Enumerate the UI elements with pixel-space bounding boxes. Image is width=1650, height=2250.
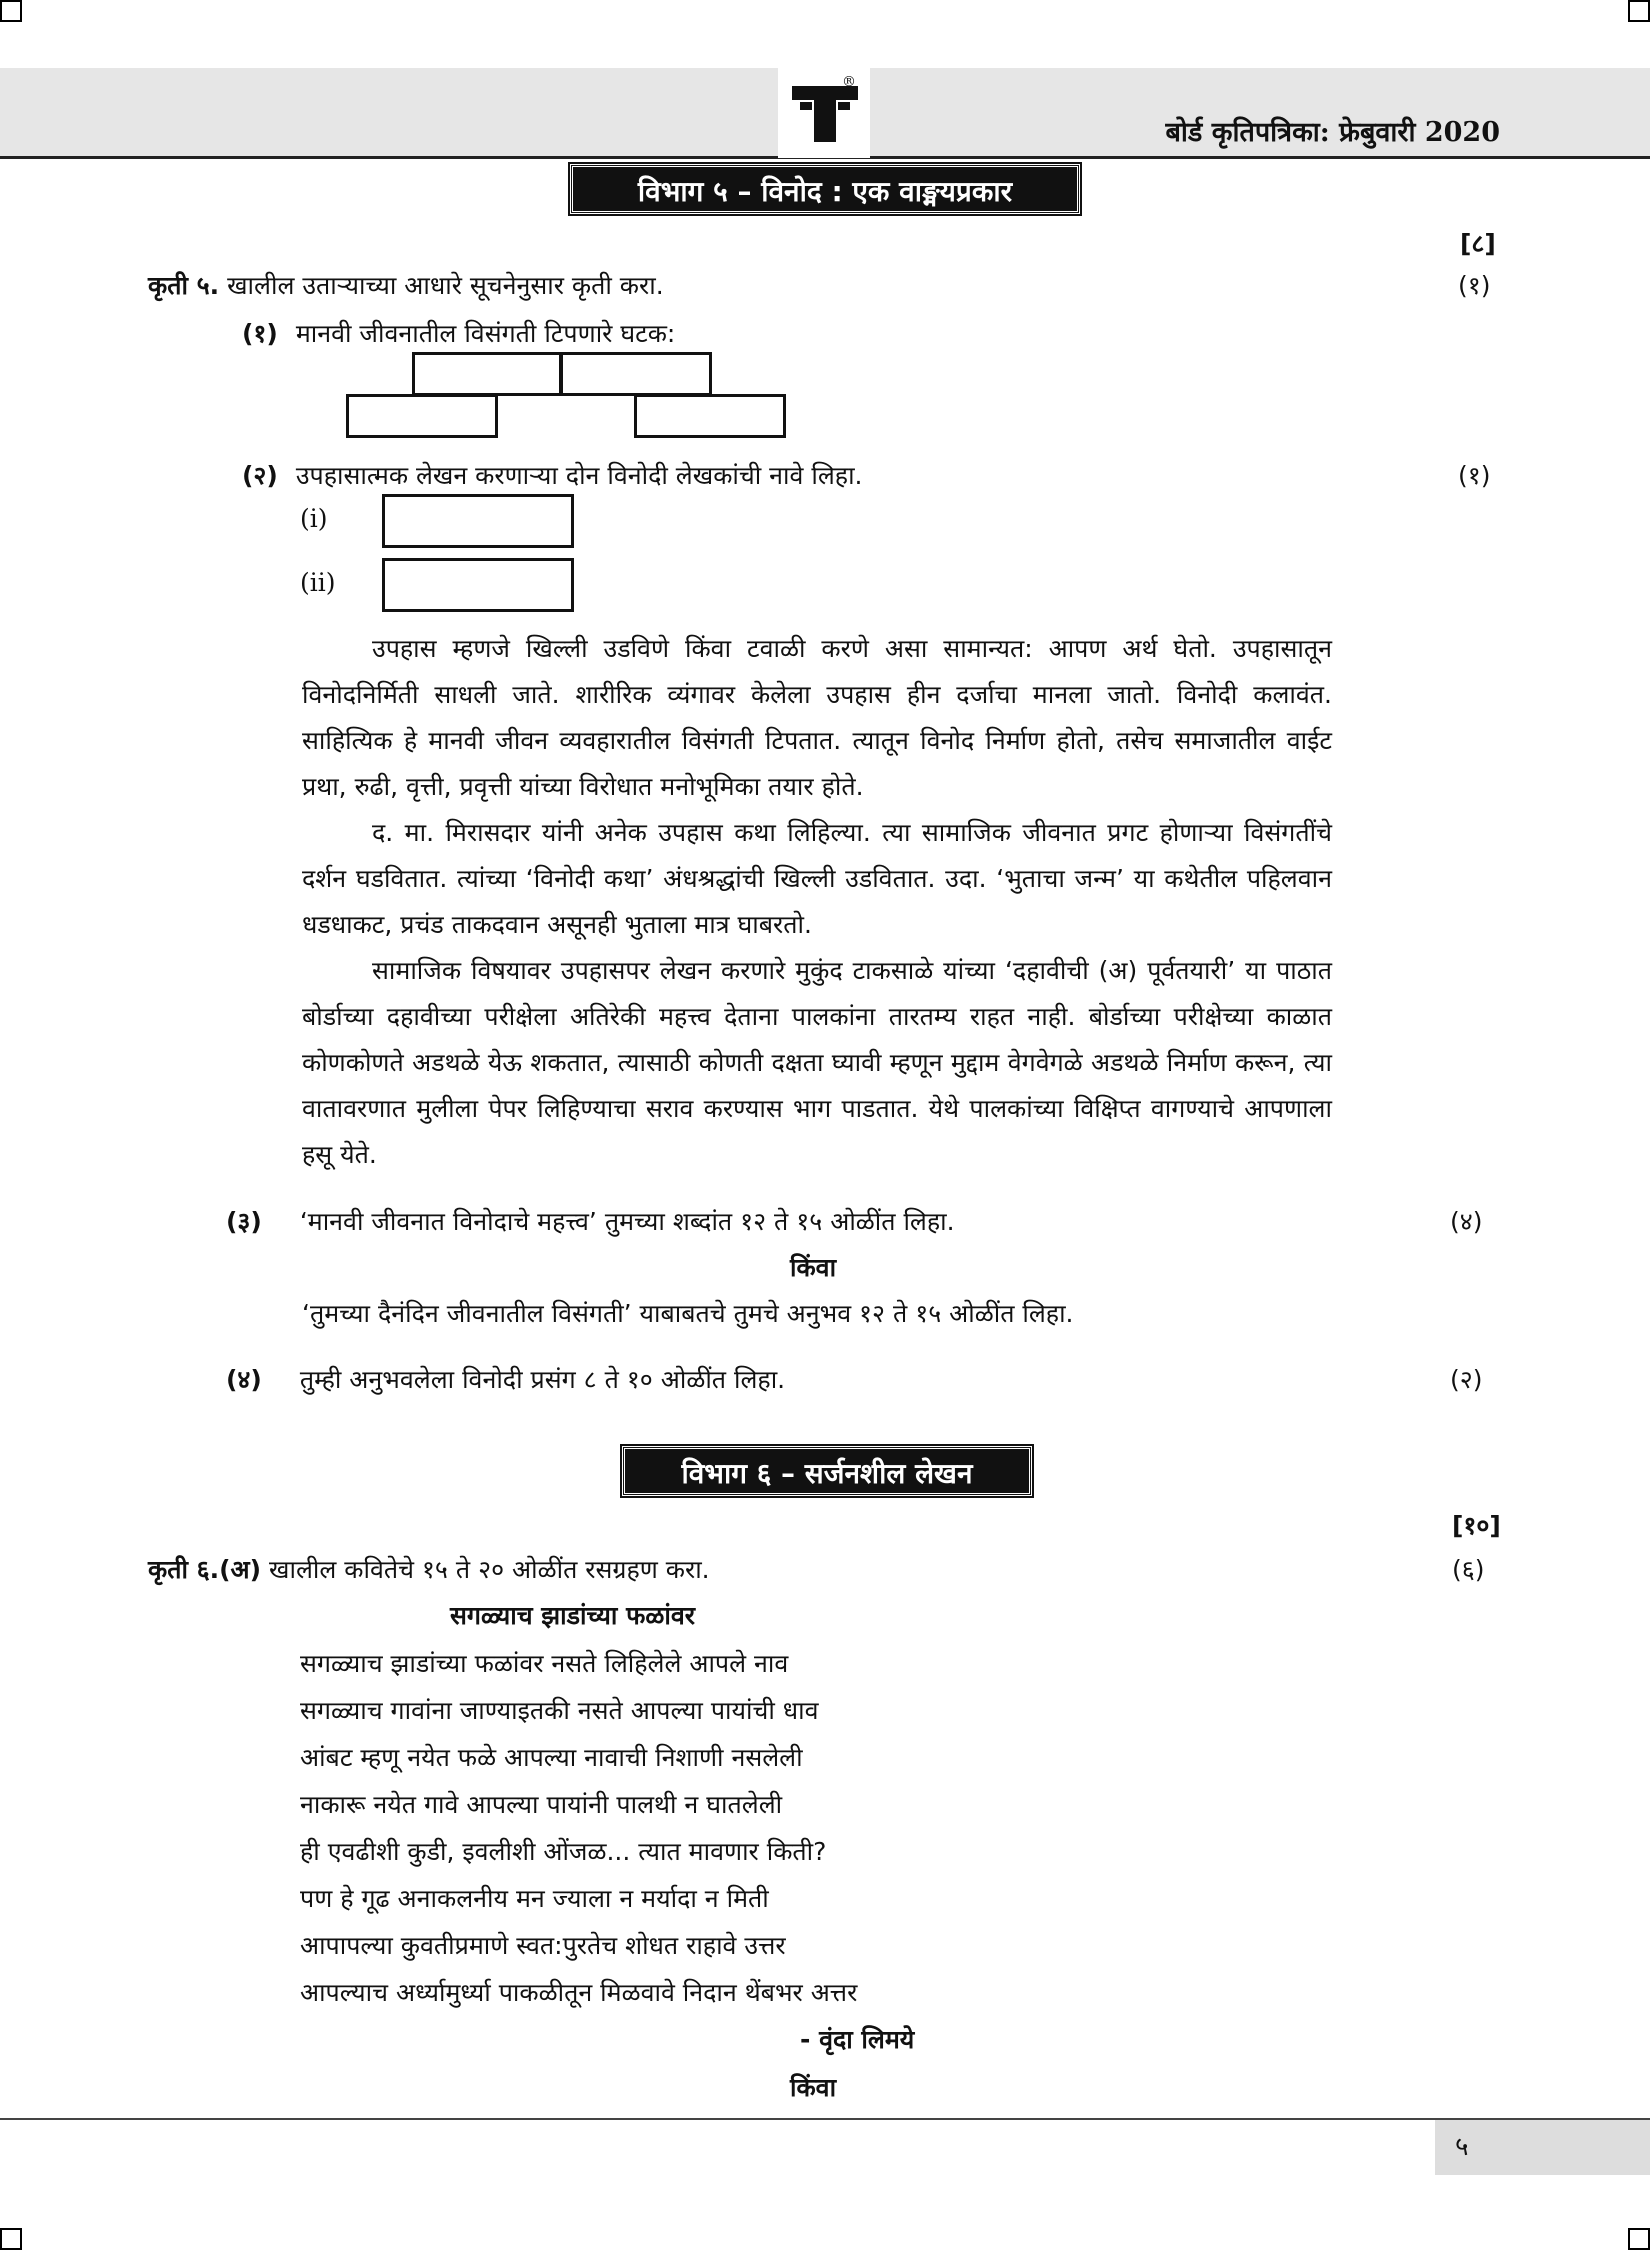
header-title: बोर्ड कृतिपत्रिका: फ्रेबुवारी 2020 <box>1165 117 1500 148</box>
passage-paragraph-1: उपहास म्हणजे खिल्ली उडविणे किंवा टवाळी करणे असा सामान्यत: आपण अर्थ घेतो. उपहासातून विनोदनिर्मिती साधली जाते. शारीरिक व्यंगावर केलेला उपहास हीन दर्जाचा मानला जातो. विनोदी कलावंत. साहित्यिक हे मानवी जीवन व्यवहारातील विसंगती टिपतात. त्यातून विनोद निर्माण होतो, तसेच समाजातील वाईट प्रथा, रुढी, वृत्ती, प्रवृत्ती यांच्या विरोधात मनोभूमिका तयार होते. <box>302 634 1332 801</box>
answer-box-i[interactable] <box>382 494 574 548</box>
q2-number: (२) <box>242 461 278 490</box>
q3-or-label: किंवा <box>790 1253 837 1282</box>
poem <box>300 1640 857 2016</box>
crop-mark-top-right <box>1628 0 1650 22</box>
poem-line-8: आपल्याच अर्ध्यामुर्ध्या पाकळीतून मिळवावे निदान थेंबभर अत्तर <box>300 1978 858 2007</box>
answer-box-bottom-right[interactable] <box>634 394 786 438</box>
poem-line-4: नाकारू नयेत गावे आपल्या पायांनी पालथी न घातलेली <box>300 1790 783 1819</box>
q4-marks: (२) <box>1450 1365 1483 1394</box>
poem-line-5: ही एवढीशी कुडी, इवलीशी ओंजळ... त्यात मावणार किती? <box>300 1837 827 1866</box>
q3-text: ‘मानवी जीवनात विनोदाचे महत्त्व’ तुमच्या शब्दांत १२ ते १५ ओळींत लिहा. <box>299 1207 955 1236</box>
q1-text: मानवी जीवनातील विसंगती टिपणारे घटक: <box>295 319 676 348</box>
poem-title: सगळ्याच झाडांच्या फळांवर <box>450 1601 695 1630</box>
q2-line <box>242 458 863 492</box>
kruti5-instruction: खालील उताऱ्याच्या आधारे सूचनेनुसार कृती करा. <box>227 271 664 300</box>
passage-paragraph-3: सामाजिक विषयावर उपहासपर लेखन करणारे मुकुंद टाकसाळे यांच्या ‘दहावीची (अ) पूर्वतयारी’ या पाठात बोर्डाच्या दहावीच्या परीक्षेला अतिरेकी महत्त्व देताना पालकांना तारतम्य राहत नाही. बोर्डाच्या परीक्षेच्या काळात कोणकोणते अडथळे येऊ शकतात, त्यासाठी कोणती दक्षता घ्यावी म्हणून मुद्दाम वेगवेगळे अडथळे निर्माण करून, त्या वातावरणात मुलीला पेपर लिहिण्याचा सराव करण्यास भाग पाडतात. येथे पालकांच्या विक्षिप्त वागण्याचे आपणाला हसू येते. <box>302 956 1332 1169</box>
crop-mark-top-left <box>0 0 22 22</box>
poet-name: - वृंदा लिमये <box>800 2025 915 2054</box>
poem-line-7: आपापल्या कुवतीप्रमाणे स्वत:पुरतेच शोधत राहावे उत्तर <box>300 1931 786 1960</box>
crop-mark-bottom-right <box>1628 2228 1650 2250</box>
crop-mark-bottom-left <box>0 2228 22 2250</box>
registered-mark: ® <box>842 74 856 90</box>
answer-box-top-right[interactable] <box>560 352 712 396</box>
q2-ii-label: (ii) <box>300 568 336 597</box>
answer-box-ii[interactable] <box>382 558 574 612</box>
q2-i-label: (i) <box>300 504 328 533</box>
footer-divider <box>0 2118 1650 2120</box>
q3-number: (३) <box>226 1207 262 1236</box>
q2-marks: (१) <box>1458 461 1491 490</box>
kruti6-line <box>148 1552 710 1586</box>
kruti5-label: कृती ५. <box>148 271 220 300</box>
section5-total-marks: [८] <box>1460 229 1496 258</box>
kruti5-marks: (१) <box>1458 271 1491 300</box>
q1-number: (१) <box>242 319 278 348</box>
poem-line-2: सगळ्याच गावांना जाण्याइतकी नसते आपल्या पायांची धाव <box>300 1696 819 1725</box>
page-number: ५ <box>1435 2120 1650 2175</box>
q3-marks: (४) <box>1450 1207 1483 1236</box>
kruti6-label: कृती ६.(अ) <box>148 1555 262 1584</box>
kruti6-marks: (६) <box>1452 1555 1485 1584</box>
answer-box-bottom-left[interactable] <box>346 394 498 438</box>
passage-paragraph-2: द. मा. मिरासदार यांनी अनेक उपहास कथा लिहिल्या. त्या सामाजिक जीवनात प्रगट होणाऱ्या विसंगतींचे दर्शन घडवितात. त्यांच्या ‘विनोदी कथा’ अंधश्रद्धांची खिल्ली उडवितात. उदा. ‘भुताचा जन्म’ या कथेतील पहिलवान धडधाकट, प्रचंड ताकदवान असूनही भुताला मात्र घाबरतो. <box>302 818 1332 939</box>
section5-banner: विभाग ५ – विनोद : एक वाङ्मयप्रकार <box>570 164 1080 214</box>
poem-line-3: आंबट म्हणू नयेत फळे आपल्या नावाची निशाणी नसलेली <box>300 1743 803 1772</box>
section6-or-label: किंवा <box>790 2073 837 2102</box>
publisher-logo-icon <box>790 84 860 144</box>
answer-box-top-left[interactable] <box>412 352 562 396</box>
q3-line <box>226 1204 955 1238</box>
passage <box>302 626 1332 1178</box>
kruti6-instruction: खालील कवितेचे १५ ते २० ओळींत रसग्रहण करा. <box>269 1555 710 1584</box>
kruti5-line <box>148 268 664 302</box>
poem-line-1: सगळ्याच झाडांच्या फळांवर नसते लिहिलेले आपले नाव <box>300 1649 789 1678</box>
q1-line <box>242 316 675 350</box>
poem-line-6: पण हे गूढ अनाकलनीय मन ज्याला न मर्यादा न मिती <box>300 1884 769 1913</box>
q4-line <box>226 1362 785 1396</box>
q4-number: (४) <box>226 1365 262 1394</box>
q2-text: उपहासात्मक लेखन करणाऱ्या दोन विनोदी लेखकांची नावे लिहा. <box>295 461 863 490</box>
section6-total-marks: [१०] <box>1452 1511 1501 1540</box>
q3-alternative: ‘तुमच्या दैनंदिन जीवनातील विसंगती’ याबाबतचे तुमचे अनुभव १२ ते १५ ओळींत लिहा. <box>302 1299 1074 1328</box>
q4-text: तुम्ही अनुभवलेला विनोदी प्रसंग ८ ते १० ओळींत लिहा. <box>299 1365 786 1394</box>
section6-banner: विभाग ६ – सर्जनशील लेखन <box>622 1446 1032 1496</box>
